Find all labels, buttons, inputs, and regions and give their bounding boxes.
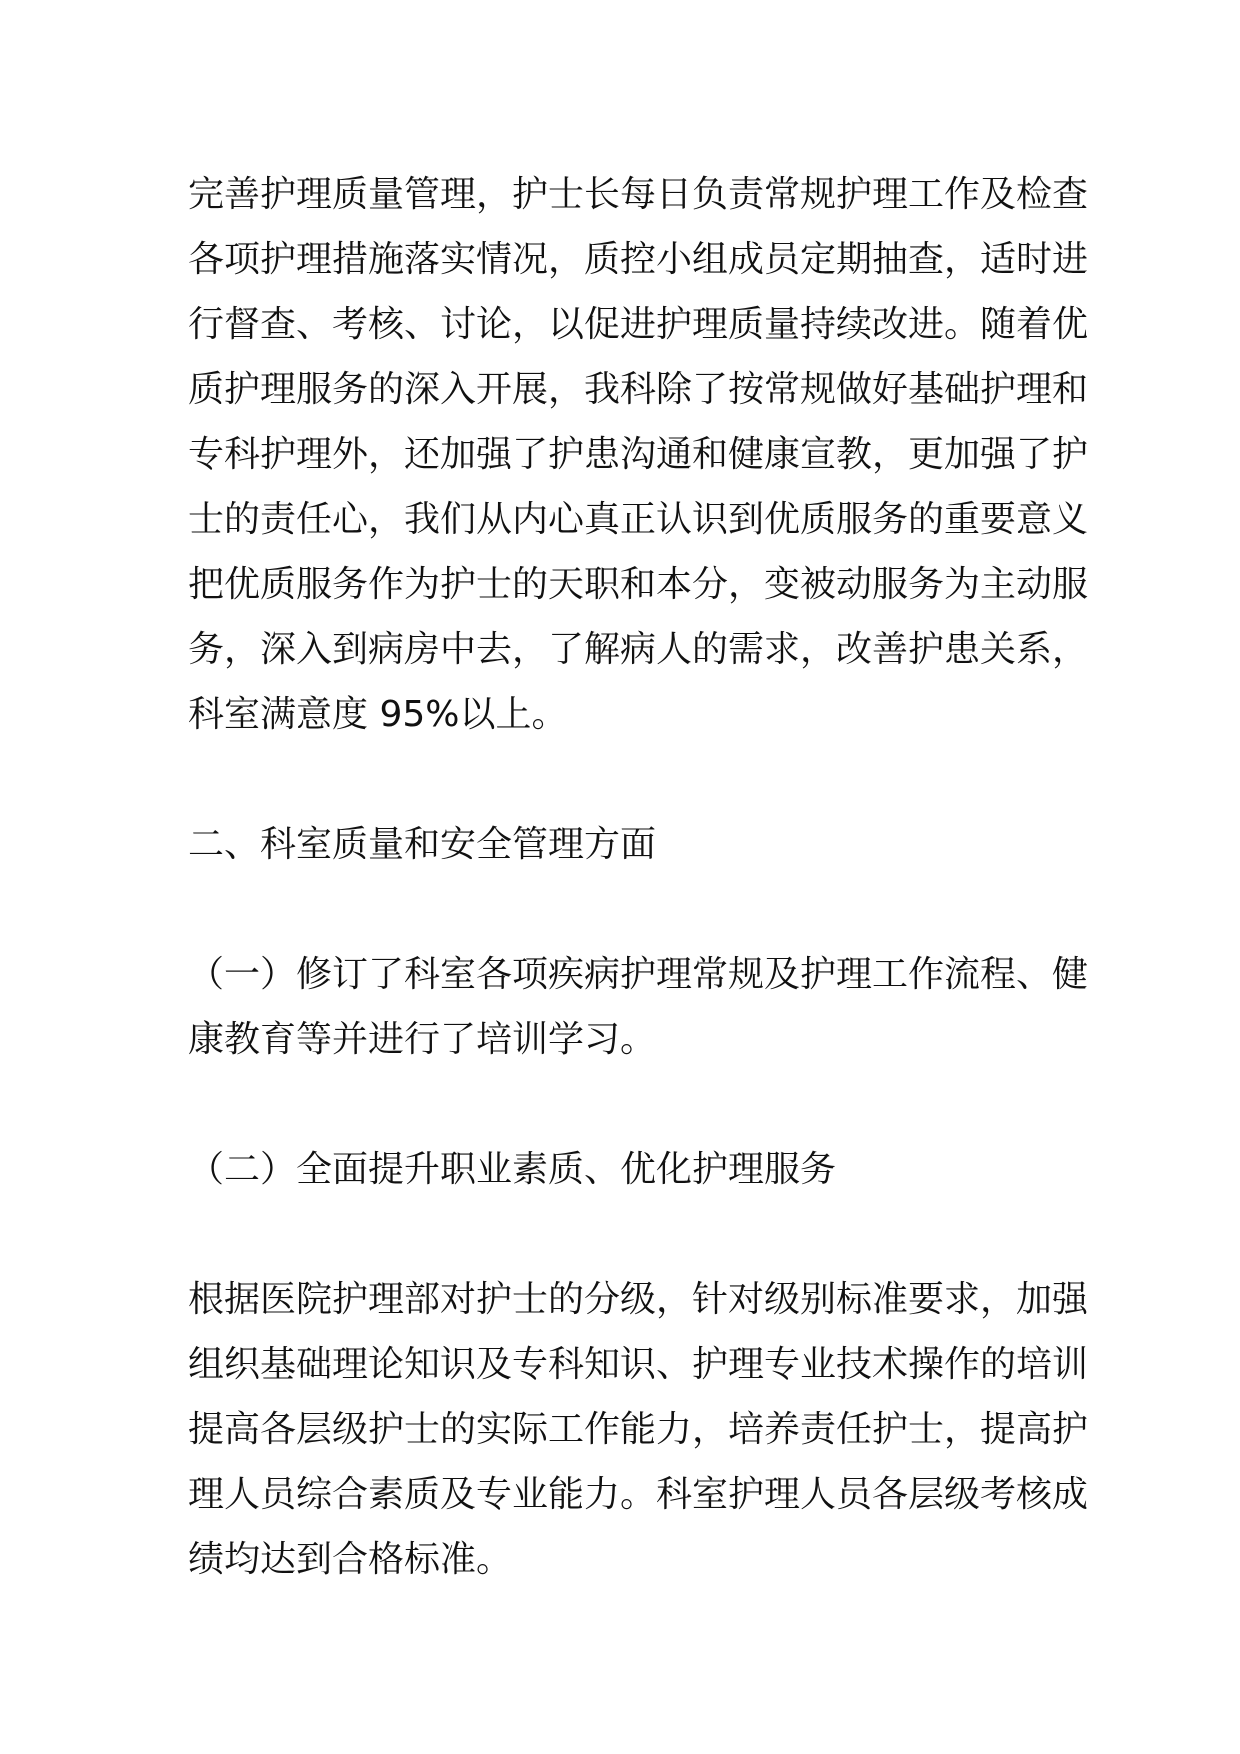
paragraph-spacer (188, 747, 1058, 812)
section-heading: 二、科室质量和安全管理方面 (188, 824, 657, 865)
item-one (188, 942, 1089, 1072)
text-line: （一）修订了科室各项疾病护理常规及护理工作流程、健 (188, 954, 1089, 995)
text-line: 完善护理质量管理，护士长每日负责常规护理工作及检查 (188, 174, 1089, 215)
paragraph-spacer (188, 1202, 1058, 1267)
item-two-heading: （二）全面提升职业素质、优化护理服务 (188, 1149, 837, 1190)
text-line: 行督查、考核、讨论，以促进护理质量持续改进。随着优 (188, 304, 1089, 345)
text-line: 理人员综合素质及专业能力。科室护理人员各层级考核成 (188, 1474, 1089, 1515)
paragraph-quality-management (188, 162, 1089, 747)
paragraph-training (188, 1267, 1089, 1592)
paragraph-spacer (188, 1072, 1058, 1137)
paragraph-spacer (188, 877, 1058, 942)
text-line: 务，深入到病房中去，了解病人的需求，改善护患关系， (188, 629, 1089, 670)
text-line: 科室满意度 95%以上。 (188, 694, 568, 735)
text-line: 康教育等并进行了培训学习。 (188, 1019, 657, 1060)
document-body (188, 162, 1089, 1592)
text-line: 质护理服务的深入开展，我科除了按常规做好基础护理和 (188, 369, 1089, 410)
text-line: 士的责任心，我们从内心真正认识到优质服务的重要意义 (188, 499, 1089, 540)
text-line: 提高各层级护士的实际工作能力，培养责任护士，提高护 (188, 1409, 1089, 1450)
text-line: 专科护理外，还加强了护患沟通和健康宣教，更加强了护 (188, 434, 1089, 475)
text-line: 把优质服务作为护士的天职和本分，变被动服务为主动服 (188, 564, 1089, 605)
text-line: 组织基础理论知识及专科知识、护理专业技术操作的培训 (188, 1344, 1089, 1385)
text-line: 绩均达到合格标准。 (188, 1539, 513, 1580)
text-line: 根据医院护理部对护士的分级，针对级别标准要求，加强 (188, 1279, 1089, 1320)
text-line: 各项护理措施落实情况，质控小组成员定期抽查，适时进 (188, 239, 1089, 280)
